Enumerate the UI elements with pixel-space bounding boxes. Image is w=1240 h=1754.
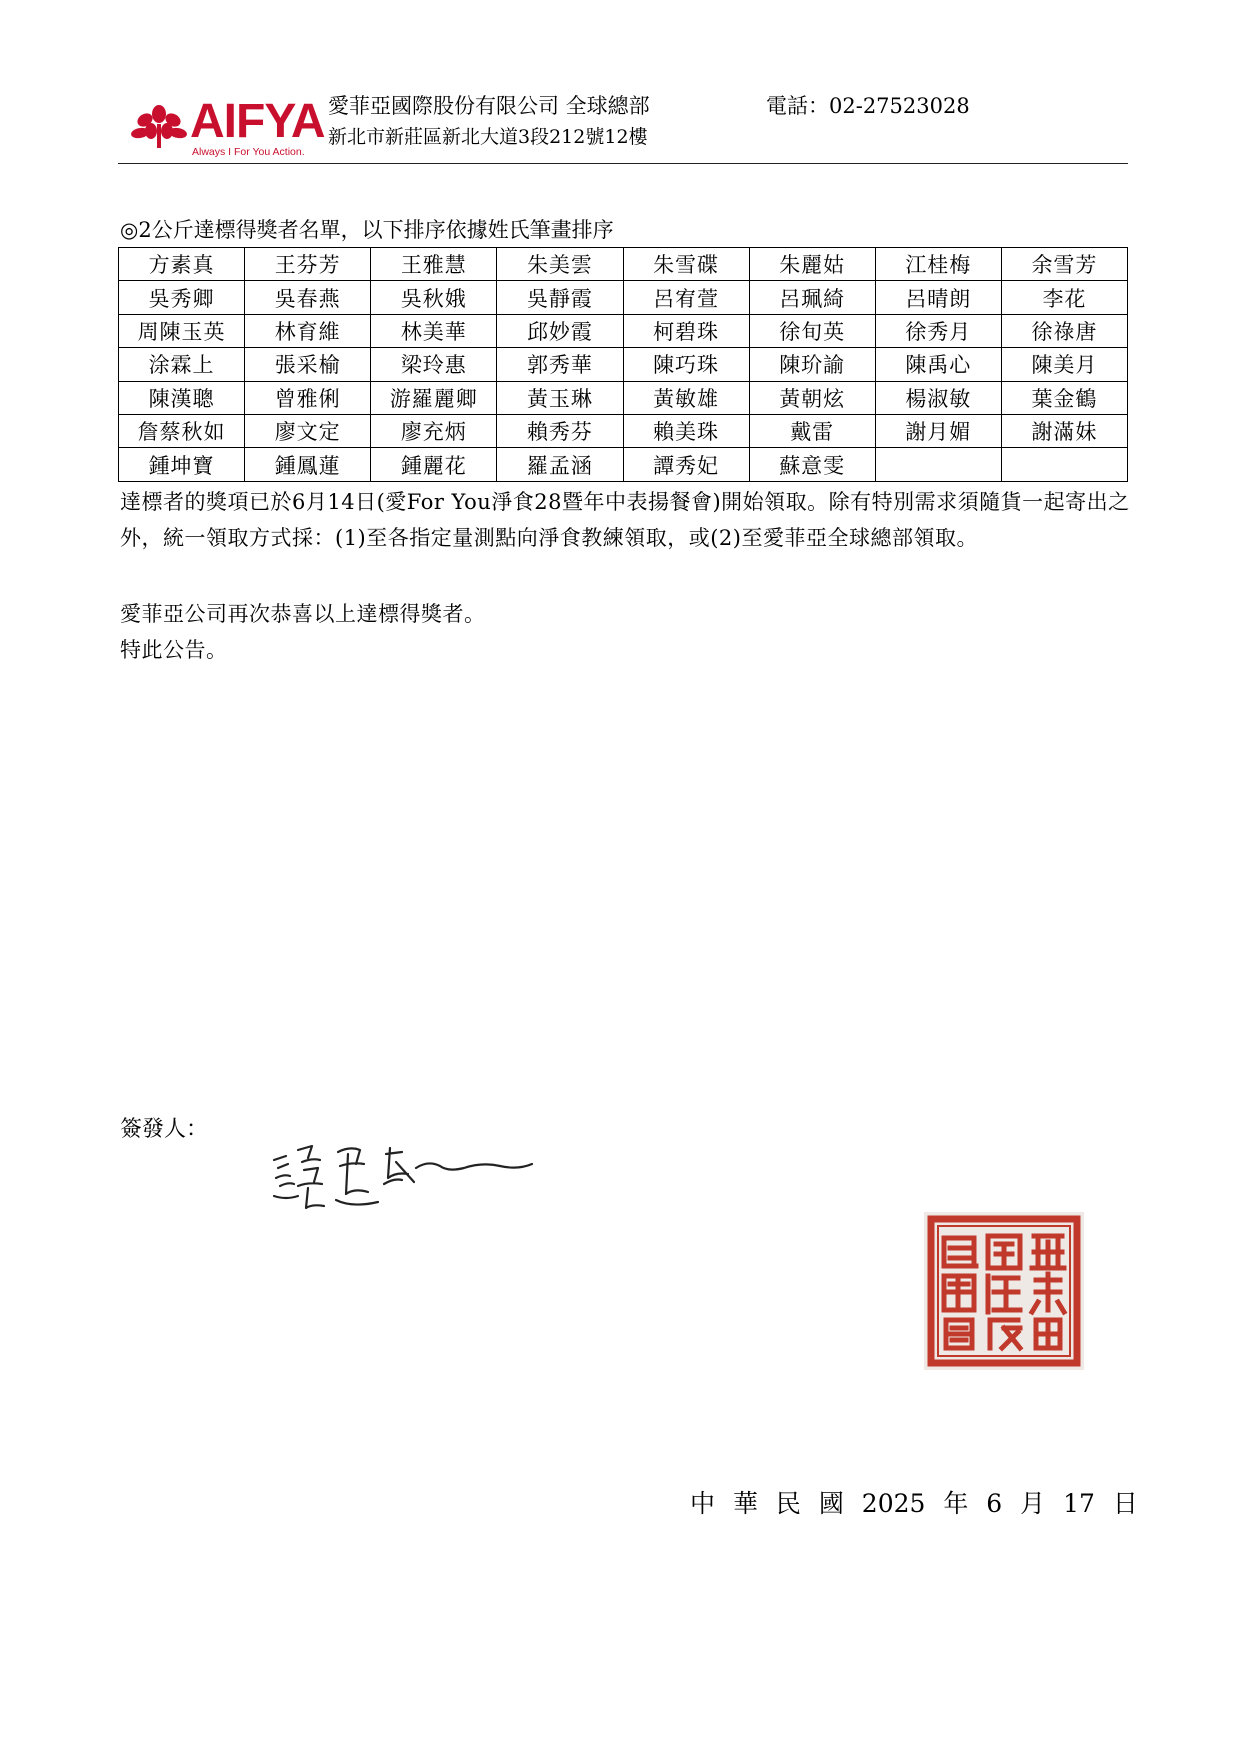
congrats-paragraph: 愛菲亞公司再次恭喜以上達標得獎者。 — [120, 602, 486, 626]
list-title: ◎2公斤達標得獎者名單，以下排序依據姓氏筆畫排序 — [120, 218, 614, 242]
table-cell: 余雪芳 — [1001, 248, 1127, 281]
table-cell: 楊淑敏 — [875, 381, 1001, 414]
table-cell: 黃朝炫 — [749, 381, 875, 414]
table-cell: 鍾麗花 — [371, 448, 497, 481]
table-cell — [1001, 448, 1127, 481]
company-logo — [130, 92, 325, 158]
table-cell: 游羅麗卿 — [371, 381, 497, 414]
table-row — [119, 281, 1128, 314]
table-cell: 林育維 — [245, 314, 371, 347]
table-cell: 黃敏雄 — [623, 381, 749, 414]
table-cell: 徐秀月 — [875, 314, 1001, 347]
table-cell: 徐旬英 — [749, 314, 875, 347]
table-row — [119, 381, 1128, 414]
table-row — [119, 414, 1128, 447]
table-cell: 呂宥萱 — [623, 281, 749, 314]
table-cell: 謝滿妹 — [1001, 414, 1127, 447]
table-cell: 廖文定 — [245, 414, 371, 447]
table-cell: 柯碧珠 — [623, 314, 749, 347]
table-cell: 王芬芳 — [245, 248, 371, 281]
table-cell: 黃玉琳 — [497, 381, 623, 414]
table-cell: 廖充炳 — [371, 414, 497, 447]
flower-icon — [130, 104, 188, 150]
table-cell: 鍾鳳蓮 — [245, 448, 371, 481]
table-cell: 朱麗姑 — [749, 248, 875, 281]
table-cell: 王雅慧 — [371, 248, 497, 281]
table-row — [119, 448, 1128, 481]
table-cell: 張采榆 — [245, 348, 371, 381]
table-cell: 羅孟涵 — [497, 448, 623, 481]
table-cell: 呂珮綺 — [749, 281, 875, 314]
table-cell: 林美華 — [371, 314, 497, 347]
table-cell: 吳靜霞 — [497, 281, 623, 314]
company-phone: 電話：02-27523028 — [766, 94, 970, 118]
company-name: 愛菲亞國際股份有限公司 全球總部 — [328, 94, 650, 118]
table-cell: 陳漢聰 — [119, 381, 245, 414]
table-cell: 吳春燕 — [245, 281, 371, 314]
table-cell: 謝月媚 — [875, 414, 1001, 447]
logo-tagline: Always I For You Action. — [192, 146, 305, 158]
notice-paragraph: 特此公告。 — [120, 638, 228, 662]
winners-table — [118, 247, 1128, 482]
table-row — [119, 248, 1128, 281]
table-cell: 陳玠諭 — [749, 348, 875, 381]
table-cell: 徐祿唐 — [1001, 314, 1127, 347]
company-address: 新北市新莊區新北大道3段212號12樓 — [328, 126, 648, 148]
table-row — [119, 348, 1128, 381]
letterhead — [118, 84, 1128, 164]
table-cell: 呂晴朗 — [875, 281, 1001, 314]
table-cell: 江桂梅 — [875, 248, 1001, 281]
logo-wordmark: AIFYA — [190, 95, 325, 148]
signer-label: 簽發人： — [120, 1117, 209, 1142]
table-row — [119, 314, 1128, 347]
table-cell: 郭秀華 — [497, 348, 623, 381]
table-cell: 吳秀卿 — [119, 281, 245, 314]
table-cell: 蘇意雯 — [749, 448, 875, 481]
company-seal — [924, 1212, 1084, 1370]
table-cell: 李花 — [1001, 281, 1127, 314]
handwritten-signature — [268, 1138, 538, 1220]
table-cell: 涂霖上 — [119, 348, 245, 381]
table-cell: 戴雷 — [749, 414, 875, 447]
table-cell: 周陳玉英 — [119, 314, 245, 347]
table-cell: 鍾坤寶 — [119, 448, 245, 481]
table-cell: 陳巧珠 — [623, 348, 749, 381]
table-cell: 方素真 — [119, 248, 245, 281]
table-cell: 陳美月 — [1001, 348, 1127, 381]
table-cell: 陳禹心 — [875, 348, 1001, 381]
table-cell: 邱妙霞 — [497, 314, 623, 347]
table-cell: 詹蔡秋如 — [119, 414, 245, 447]
pickup-paragraph: 達標者的獎項已於6月14日(愛For You淨食28暨年中表揚餐會)開始領取。除有特別需求須隨貨一起寄出之外，統一領取方式採：(1)至各指定量測點向淨食教練領取，或(2)至愛菲亞全球總部領取。 — [120, 490, 1130, 550]
issue-date: 中 華 民 國 2025 年 6 月 17 日 — [690, 1489, 1138, 1518]
table-cell: 賴美珠 — [623, 414, 749, 447]
table-cell: 葉金鶴 — [1001, 381, 1127, 414]
header-divider — [118, 163, 1128, 164]
table-cell — [875, 448, 1001, 481]
table-cell: 賴秀芬 — [497, 414, 623, 447]
table-cell: 譚秀妃 — [623, 448, 749, 481]
table-cell: 吳秋娥 — [371, 281, 497, 314]
table-cell: 曾雅俐 — [245, 381, 371, 414]
table-cell: 朱雪碟 — [623, 248, 749, 281]
table-cell: 梁玲惠 — [371, 348, 497, 381]
table-cell: 朱美雲 — [497, 248, 623, 281]
